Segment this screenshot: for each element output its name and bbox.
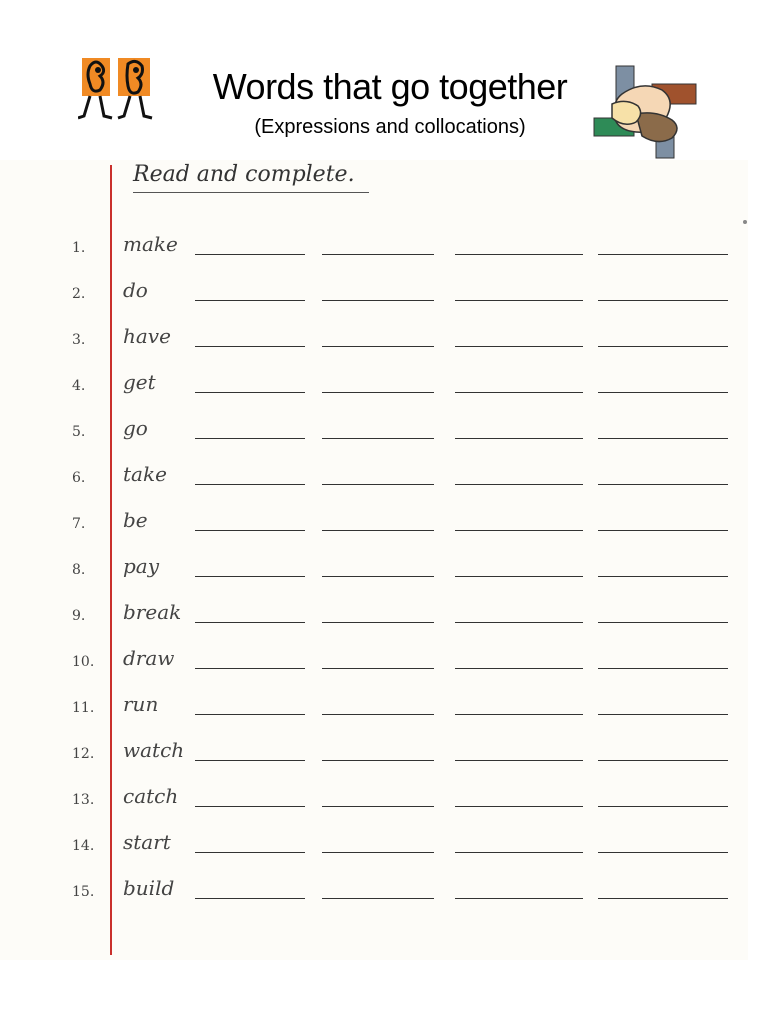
exercise-row xyxy=(0,416,768,456)
answer-blank[interactable] xyxy=(195,806,305,807)
item-number: 15. xyxy=(72,884,95,900)
item-word: take xyxy=(123,462,167,486)
page-title: Words that go together xyxy=(212,66,568,107)
answer-blank[interactable] xyxy=(195,622,305,623)
answer-blank[interactable] xyxy=(322,300,434,301)
exercise-row xyxy=(0,462,768,502)
exercise-row xyxy=(0,830,768,870)
item-number: 9. xyxy=(72,608,86,624)
answer-blank[interactable] xyxy=(455,852,583,853)
item-word: catch xyxy=(123,784,179,808)
item-word: build xyxy=(123,876,175,900)
exercise-row xyxy=(0,784,768,824)
answer-blank[interactable] xyxy=(195,346,305,347)
answer-blank[interactable] xyxy=(598,300,728,301)
answer-blank[interactable] xyxy=(455,714,583,715)
exercise-row xyxy=(0,554,768,594)
item-number: 2. xyxy=(72,286,86,302)
answer-blank[interactable] xyxy=(195,530,305,531)
answer-blank[interactable] xyxy=(195,300,305,301)
answer-blank[interactable] xyxy=(322,392,434,393)
item-number: 10. xyxy=(72,654,95,670)
page-subtitle: (Expressions and collocations) xyxy=(254,116,526,138)
answer-blank[interactable] xyxy=(455,346,583,347)
answer-blank[interactable] xyxy=(598,254,728,255)
item-number: 4. xyxy=(72,378,86,394)
answer-blank[interactable] xyxy=(455,438,583,439)
answer-blank[interactable] xyxy=(322,254,434,255)
answer-blank[interactable] xyxy=(195,576,305,577)
answer-blank[interactable] xyxy=(322,438,434,439)
item-number: 12. xyxy=(72,746,95,762)
item-word: get xyxy=(123,370,156,394)
answer-blank[interactable] xyxy=(322,622,434,623)
exercise-row xyxy=(0,738,768,778)
answer-blank[interactable] xyxy=(598,392,728,393)
item-number: 7. xyxy=(72,516,86,532)
answer-blank[interactable] xyxy=(598,714,728,715)
answer-blank[interactable] xyxy=(195,760,305,761)
answer-blank[interactable] xyxy=(455,760,583,761)
exercise-row xyxy=(0,324,768,364)
item-word: go xyxy=(123,416,148,440)
item-number: 3. xyxy=(72,332,86,348)
answer-blank[interactable] xyxy=(322,852,434,853)
item-word: make xyxy=(123,232,178,256)
answer-blank[interactable] xyxy=(598,622,728,623)
answer-blank[interactable] xyxy=(322,530,434,531)
item-number: 6. xyxy=(72,470,86,486)
item-number: 14. xyxy=(72,838,95,854)
answer-blank[interactable] xyxy=(598,760,728,761)
answer-blank[interactable] xyxy=(455,576,583,577)
answer-blank[interactable] xyxy=(195,714,305,715)
item-word: pay xyxy=(123,554,160,578)
item-word: do xyxy=(123,278,148,302)
exercise-row xyxy=(0,692,768,732)
exercise-row xyxy=(0,370,768,410)
answer-blank[interactable] xyxy=(195,668,305,669)
answer-blank[interactable] xyxy=(598,530,728,531)
answer-blank[interactable] xyxy=(195,254,305,255)
exercise-row xyxy=(0,646,768,686)
answer-blank[interactable] xyxy=(598,438,728,439)
answer-blank[interactable] xyxy=(455,622,583,623)
answer-blank[interactable] xyxy=(195,392,305,393)
answer-blank[interactable] xyxy=(598,346,728,347)
item-number: 11. xyxy=(72,700,95,716)
item-word: have xyxy=(123,324,171,348)
answer-blank[interactable] xyxy=(455,392,583,393)
answer-blank[interactable] xyxy=(598,852,728,853)
answer-blank[interactable] xyxy=(322,898,434,899)
item-word: draw xyxy=(123,646,175,670)
answer-blank[interactable] xyxy=(322,714,434,715)
answer-blank[interactable] xyxy=(598,806,728,807)
answer-blank[interactable] xyxy=(598,484,728,485)
item-word: break xyxy=(123,600,182,624)
exercise-row xyxy=(0,600,768,640)
answer-blank[interactable] xyxy=(195,484,305,485)
exercise-row xyxy=(0,278,768,318)
answer-blank[interactable] xyxy=(195,898,305,899)
answer-blank[interactable] xyxy=(322,346,434,347)
answer-blank[interactable] xyxy=(455,254,583,255)
answer-blank[interactable] xyxy=(322,806,434,807)
answer-blank[interactable] xyxy=(455,530,583,531)
exercise-row xyxy=(0,508,768,548)
item-number: 8. xyxy=(72,562,86,578)
answer-blank[interactable] xyxy=(322,668,434,669)
answer-blank[interactable] xyxy=(195,852,305,853)
answer-blank[interactable] xyxy=(322,576,434,577)
answer-blank[interactable] xyxy=(598,576,728,577)
answer-blank[interactable] xyxy=(455,484,583,485)
exercise-row xyxy=(0,876,768,916)
item-word: be xyxy=(123,508,148,532)
exercise-row xyxy=(0,232,768,272)
answer-blank[interactable] xyxy=(455,668,583,669)
item-number: 5. xyxy=(72,424,86,440)
answer-blank[interactable] xyxy=(598,898,728,899)
item-word: watch xyxy=(123,738,185,762)
item-word: run xyxy=(123,692,159,716)
answer-blank[interactable] xyxy=(455,898,583,899)
answer-blank[interactable] xyxy=(195,438,305,439)
answer-blank[interactable] xyxy=(455,806,583,807)
instruction-text: Read and complete. xyxy=(133,162,355,187)
answer-blank[interactable] xyxy=(455,300,583,301)
item-word: start xyxy=(123,830,171,854)
answer-blank[interactable] xyxy=(598,668,728,669)
item-number: 1. xyxy=(72,240,86,256)
answer-blank[interactable] xyxy=(322,484,434,485)
answer-blank[interactable] xyxy=(322,760,434,761)
item-number: 13. xyxy=(72,792,95,808)
